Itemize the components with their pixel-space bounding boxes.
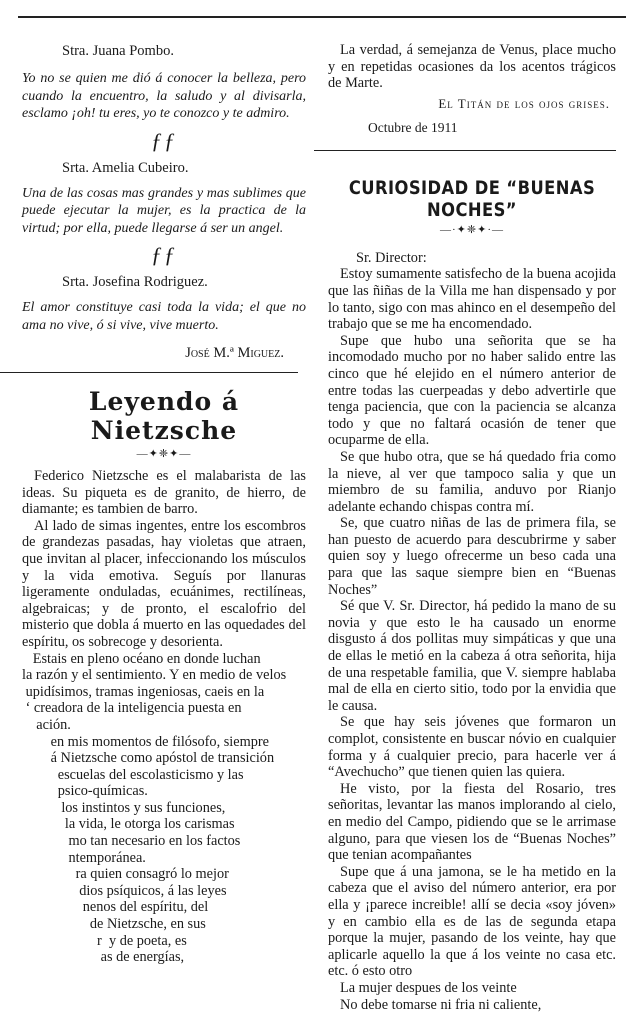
title-flourish: —·✦❈✦·—	[328, 223, 616, 236]
fragment-line: dios psíquicos, á las leyes	[22, 883, 306, 900]
fragment-line: en mis momentos de filósofo, siempre	[22, 734, 306, 751]
fragment-line: as de energías,	[22, 949, 306, 966]
salutation: Sr. Director:	[356, 250, 616, 267]
letter-paragraph: Supe que á una jamona, se le ha metido en la cabeza que el aviso del número anterior, era por ella y ¡parece increible! allí se decia «soy jóven» y en cambio ella es de las de segunda etapa porque la mujer, pasando de los veinte, hay que aplicarle aquello la que á los veinte no casa etc. etc. ó esto otro	[328, 864, 616, 980]
letter-paragraph: Sé que V. Sr. Director, há pedido la mano de su novia y que esto le ha causado un enorme disgusto á dos pollitas muy simpáticas y que una de ellas le metió en la cabeza á otra señorita, hija de una respetable familia, que V. siempre hablaba mal de ella en cierto sitio, todo por la envidia que le causa.	[328, 598, 616, 714]
damaged-text-block	[22, 651, 306, 966]
letter-paragraph: La mujer despues de los veinte	[328, 980, 616, 997]
fragment-line: mo tan necesario en los factos	[22, 833, 306, 850]
fragment-line: ación.	[22, 717, 306, 734]
article-title: CURIOSIDAD DE “BUENAS NOCHES”	[348, 177, 596, 221]
article-paragraph: Al lado de simas ingentes, entre los escombros de grandezas pasadas, hay violetas que atraen, que invitan al placer, infeccionando los músculos y la vida emotiva. Seguís por llanuras ligeramente onduladas, ecuánimes, rectilíneas, algebraicas; y de pronto, el escalofrio del misterio que dobla á muerto en las oquedades del espíritu, os sobrecoge y desorienta.	[22, 518, 306, 651]
right-column	[328, 38, 616, 1013]
pseudonym-signature: El Titán de los ojos grises.	[328, 96, 610, 112]
letter-text: Yo no se quien me dió á conocer la belleza, pero cuando la encuentro, la saludo y al divisarla, esclamo ¡oh! tu eres, yo te conozco y te admiro.	[22, 70, 306, 123]
letter-signature: Srta. Amelia Cubeiro.	[62, 159, 306, 177]
fragment-line: la razón y el sentimiento. Y en medio de velos	[22, 667, 306, 684]
title-flourish: —✦❈✦—	[22, 447, 306, 460]
intro-paragraph: La verdad, á semejanza de Venus, place mucho y en repetidas ocasiones da los acentos trágicos de Marte.	[328, 42, 616, 92]
fragment-line: ntemporánea.	[22, 850, 306, 867]
author-signature: José M.ª Miguez.	[22, 344, 284, 362]
letter-paragraph: Estoy sumamente satisfecho de la buena acojida que las ñiñas de la Villa me han dispensado y por lo tanto, sigo con mas ahinco en el desempeño del trabajo que se me ha encomendado.	[328, 266, 616, 332]
left-column	[22, 38, 306, 966]
fragment-line: los instintos y sus funciones,	[22, 800, 306, 817]
letter-text: Una de las cosas mas grandes y mas sublimes que puede ejecutar la mujer, es la practica de la virtud; por ella, puede llegarse á ser un angel.	[22, 185, 306, 238]
fragment-line: ra quien consagró lo mejor	[22, 866, 306, 883]
fragment-line: upidísimos, tramas ingeniosas, caeis en la	[22, 684, 306, 701]
fragment-line: Estais en pleno océano en donde luchan	[22, 651, 306, 668]
letter-paragraph: Se, que cuatro niñas de las de primera fila, se han puesto de acuerdo para descubrirme y saber quien soy y luego ofrecerme un beso cada una para que las saque siempre bien en “Buenas Noches”	[328, 515, 616, 598]
letter-text: El amor constituye casi toda la vida; el que no ama no vive, ó si vive, vive muerto.	[22, 299, 306, 334]
fragment-line: á Nietzsche como apóstol de transición	[22, 750, 306, 767]
fragment-line: escuelas del escolasticismo y las	[22, 767, 306, 784]
letter-paragraph: No debe tomarse ni fria ni caliente,	[328, 997, 616, 1013]
top-rule	[18, 16, 626, 18]
fragment-line: nenos del espíritu, del	[22, 899, 306, 916]
ornament: ƒƒ	[22, 129, 306, 153]
letter-paragraph: He visto, por la fiesta del Rosario, tres señoritas, levantar las manos implorando al cielo, en medio del Campo, pidiendo que se le arrimase alguno, para que viesen los de “Buenas Noches” que tenian acompañantes	[328, 781, 616, 864]
letter-body	[328, 266, 616, 1013]
letter-paragraph: Se que hubo otra, que se há quedado fria como la nieve, al ver que tampoco salia y que un miembro de su familia, anduvo por Rianjo adelante echando chispas contra mí.	[328, 449, 616, 515]
fragment-line: r y de poeta, es	[22, 933, 306, 950]
letter-signature: Srta. Josefina Rodriguez.	[62, 273, 306, 291]
fragment-line: de Nietzsche, en sus	[22, 916, 306, 933]
letter-date: Octubre de 1911	[368, 120, 616, 136]
fragment-line: la vida, le otorga los carismas	[22, 816, 306, 833]
letter-paragraph: Supe que hubo una señorita que se ha incomodado mucho por no haber salido entre las cinco que hé elejido en el número anterior de entre todas las cuerpeadas y debo advertirle que tenga paciencia, que con la paciencia se alcanza todo y que no faltará ocasión de tener que ocuparme de ella.	[328, 333, 616, 449]
article-paragraph: Federico Nietzsche es el malabarista de las ideas. Su piqueta es de granito, de hierro, de diamante; es tambien de barro.	[22, 468, 306, 518]
article-title: Leyendo á Nietzsche	[22, 387, 306, 445]
fragment-line: psico-químicas.	[22, 783, 306, 800]
ornament: ƒƒ	[22, 243, 306, 267]
section-rule	[0, 372, 298, 373]
letter-signature: Stra. Juana Pombo.	[62, 42, 306, 60]
letter-paragraph: Se que hay seis jóvenes que formaron un complot, consistente en buscar nóvio en cualquier forma y á cualquier precio, para hacerle ver á “Avechucho” que tienen quien las quiera.	[328, 714, 616, 780]
fragment-line: ‘ creadora de la inteligencia puesta en	[22, 700, 306, 717]
